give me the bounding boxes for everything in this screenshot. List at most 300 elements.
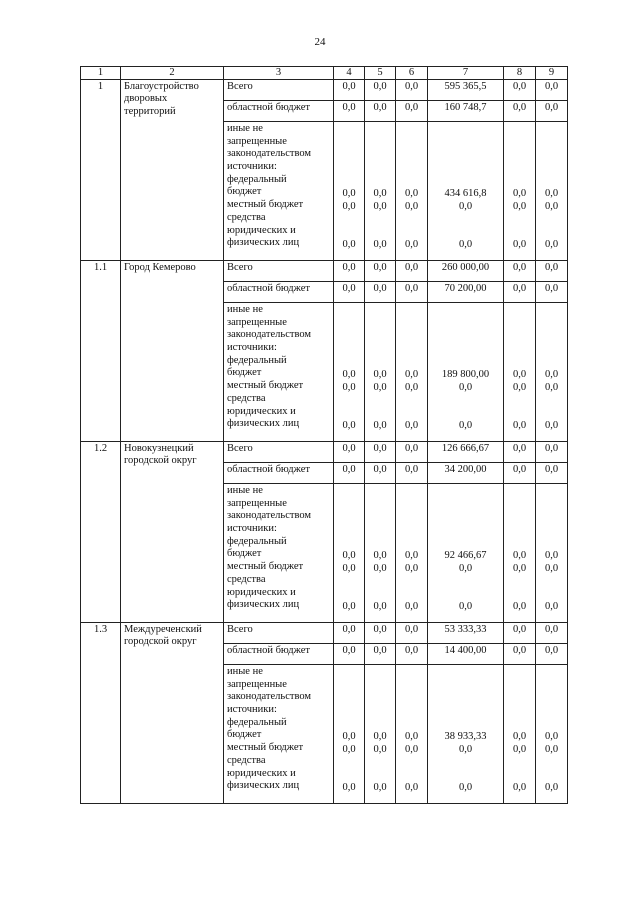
spacer bbox=[368, 408, 392, 421]
source-line: источники: bbox=[227, 342, 277, 354]
source-line: физических лиц bbox=[227, 780, 300, 792]
other-values-cell bbox=[428, 122, 504, 261]
spacer bbox=[337, 706, 361, 719]
federal-value: 0,0 bbox=[373, 550, 387, 562]
other-values-cell bbox=[536, 665, 568, 804]
spacer bbox=[431, 150, 500, 163]
spacer bbox=[399, 306, 424, 319]
legal-entities-value: 0,0 bbox=[544, 782, 559, 794]
spacer bbox=[337, 770, 361, 783]
legal-entities-value: 0,0 bbox=[342, 782, 356, 794]
federal-value: 0,0 bbox=[342, 188, 356, 200]
federal-value: 0,0 bbox=[373, 369, 387, 381]
spacer bbox=[431, 770, 500, 783]
item-name: Благоустройство дворовых территорий bbox=[121, 80, 224, 261]
federal-value: 0,0 bbox=[512, 550, 527, 562]
column-number-row bbox=[81, 67, 568, 80]
other-values-cell bbox=[334, 303, 365, 442]
local-value: 0,0 bbox=[373, 201, 387, 213]
spacer bbox=[539, 576, 564, 589]
local-value: 0,0 bbox=[373, 382, 387, 394]
spacer bbox=[337, 538, 361, 551]
spacer bbox=[507, 770, 532, 783]
spacer bbox=[507, 706, 532, 719]
spacer bbox=[539, 150, 564, 163]
spacer bbox=[337, 757, 361, 770]
spacer bbox=[507, 693, 532, 706]
legal-entities-value: 0,0 bbox=[512, 782, 527, 794]
spacer bbox=[539, 214, 564, 227]
spacer bbox=[399, 150, 424, 163]
spacer bbox=[399, 668, 424, 681]
other-values-cell bbox=[365, 665, 396, 804]
spacer bbox=[539, 306, 564, 319]
spacer bbox=[399, 176, 424, 189]
oblast-value: 0,0 bbox=[504, 282, 536, 303]
spacer bbox=[368, 138, 392, 151]
item-name: Новокузнецкий городской округ bbox=[121, 442, 224, 623]
spacer bbox=[431, 357, 500, 370]
spacer bbox=[368, 693, 392, 706]
other-values-cell bbox=[536, 122, 568, 261]
spacer bbox=[337, 525, 361, 538]
source-line: юридических и bbox=[227, 405, 296, 417]
spacer bbox=[399, 525, 424, 538]
spacer bbox=[399, 693, 424, 706]
spacer bbox=[368, 538, 392, 551]
legal-entities-value: 0,0 bbox=[373, 239, 387, 251]
spacer bbox=[399, 214, 424, 227]
spacer bbox=[431, 331, 500, 344]
spacer bbox=[399, 512, 424, 525]
source-line: законодательством bbox=[227, 329, 312, 341]
spacer bbox=[539, 757, 564, 770]
spacer bbox=[431, 538, 500, 551]
federal-value: 92 466,67 bbox=[444, 550, 487, 562]
source-line: федеральный bbox=[227, 354, 287, 366]
column-number: 2 bbox=[121, 67, 224, 80]
total-value: 0,0 bbox=[504, 261, 536, 282]
spacer bbox=[368, 331, 392, 344]
spacer bbox=[399, 227, 424, 240]
item-number: 1.2 bbox=[81, 442, 121, 623]
spacer bbox=[539, 408, 564, 421]
column-number: 8 bbox=[504, 67, 536, 80]
source-line: иные не bbox=[227, 666, 263, 677]
oblast-value: 0,0 bbox=[334, 644, 365, 665]
column-number: 3 bbox=[224, 67, 334, 80]
spacer bbox=[399, 706, 424, 719]
legal-entities-value: 0,0 bbox=[458, 239, 473, 251]
spacer bbox=[368, 525, 392, 538]
source-line: законодательством bbox=[227, 148, 312, 160]
spacer bbox=[368, 150, 392, 163]
spacer bbox=[337, 227, 361, 240]
total-value: 0,0 bbox=[365, 261, 396, 282]
spacer bbox=[337, 512, 361, 525]
spacer bbox=[431, 163, 500, 176]
local-value: 0,0 bbox=[373, 744, 387, 756]
spacer bbox=[368, 757, 392, 770]
source-line: законодательством bbox=[227, 691, 312, 703]
local-value: 0,0 bbox=[458, 563, 473, 575]
federal-value: 0,0 bbox=[404, 550, 419, 562]
source-line: местный бюджет bbox=[227, 742, 304, 754]
spacer bbox=[507, 512, 532, 525]
spacer bbox=[431, 306, 500, 319]
spacer bbox=[431, 668, 500, 681]
total-value: 595 365,5 bbox=[428, 80, 504, 101]
spacer bbox=[368, 319, 392, 332]
spacer bbox=[337, 176, 361, 189]
federal-value: 0,0 bbox=[512, 731, 527, 743]
spacer bbox=[431, 693, 500, 706]
spacer bbox=[399, 395, 424, 408]
source-line: запрещенные bbox=[227, 678, 287, 690]
spacer bbox=[368, 487, 392, 500]
spacer bbox=[507, 227, 532, 240]
source-line: источники: bbox=[227, 161, 277, 173]
item-number: 1 bbox=[81, 80, 121, 261]
other-values-cell bbox=[428, 665, 504, 804]
source-line: иные не bbox=[227, 304, 263, 315]
local-value: 0,0 bbox=[512, 201, 527, 213]
local-value: 0,0 bbox=[544, 201, 559, 213]
spacer bbox=[337, 125, 361, 138]
spacer bbox=[507, 319, 532, 332]
total-value: 0,0 bbox=[396, 442, 428, 463]
spacer bbox=[539, 163, 564, 176]
spacer bbox=[337, 408, 361, 421]
oblast-value: 70 200,00 bbox=[428, 282, 504, 303]
source-total-label: Всего bbox=[224, 80, 334, 101]
spacer bbox=[431, 589, 500, 602]
spacer bbox=[399, 589, 424, 602]
spacer bbox=[337, 487, 361, 500]
local-value: 0,0 bbox=[512, 382, 527, 394]
spacer bbox=[368, 176, 392, 189]
spacer bbox=[431, 500, 500, 513]
spacer bbox=[507, 757, 532, 770]
spacer bbox=[539, 395, 564, 408]
other-values-cell bbox=[334, 122, 365, 261]
source-other-label bbox=[224, 122, 334, 261]
table-row bbox=[81, 261, 568, 282]
oblast-value: 0,0 bbox=[334, 282, 365, 303]
spacer bbox=[539, 125, 564, 138]
spacer bbox=[368, 681, 392, 694]
oblast-value: 0,0 bbox=[365, 101, 396, 122]
spacer bbox=[507, 214, 532, 227]
total-value: 0,0 bbox=[396, 80, 428, 101]
spacer bbox=[507, 357, 532, 370]
other-values-cell bbox=[396, 122, 428, 261]
federal-value: 0,0 bbox=[544, 188, 559, 200]
spacer bbox=[507, 487, 532, 500]
federal-value: 0,0 bbox=[342, 550, 356, 562]
spacer bbox=[368, 344, 392, 357]
source-line: бюджет bbox=[227, 729, 262, 741]
column-number: 1 bbox=[81, 67, 121, 80]
source-oblast-label: областной бюджет bbox=[224, 463, 334, 484]
total-value: 0,0 bbox=[365, 623, 396, 644]
local-value: 0,0 bbox=[342, 563, 356, 575]
spacer bbox=[539, 706, 564, 719]
spacer bbox=[337, 319, 361, 332]
spacer bbox=[431, 512, 500, 525]
total-value: 0,0 bbox=[334, 442, 365, 463]
source-line: средства bbox=[227, 392, 266, 404]
oblast-value: 0,0 bbox=[504, 644, 536, 665]
total-value: 0,0 bbox=[334, 261, 365, 282]
source-line: бюджет bbox=[227, 367, 262, 379]
oblast-value: 0,0 bbox=[396, 101, 428, 122]
spacer bbox=[337, 668, 361, 681]
legal-entities-value: 0,0 bbox=[342, 601, 356, 613]
spacer bbox=[507, 500, 532, 513]
other-values-cell bbox=[428, 484, 504, 623]
item-number: 1.1 bbox=[81, 261, 121, 442]
source-line: средства bbox=[227, 754, 266, 766]
source-oblast-label: областной бюджет bbox=[224, 101, 334, 122]
source-line: бюджет bbox=[227, 548, 262, 560]
federal-value: 0,0 bbox=[404, 731, 419, 743]
federal-value: 0,0 bbox=[404, 369, 419, 381]
item-name: Город Кемерово bbox=[121, 261, 224, 442]
spacer bbox=[431, 125, 500, 138]
legal-entities-value: 0,0 bbox=[512, 420, 527, 432]
spacer bbox=[507, 395, 532, 408]
federal-value: 0,0 bbox=[544, 550, 559, 562]
other-values-cell bbox=[504, 484, 536, 623]
local-value: 0,0 bbox=[342, 382, 356, 394]
spacer bbox=[337, 589, 361, 602]
spacer bbox=[337, 500, 361, 513]
spacer bbox=[431, 395, 500, 408]
oblast-value: 0,0 bbox=[536, 282, 568, 303]
source-total-label: Всего bbox=[224, 623, 334, 644]
spacer bbox=[368, 512, 392, 525]
other-values-cell bbox=[396, 484, 428, 623]
oblast-value: 14 400,00 bbox=[428, 644, 504, 665]
spacer bbox=[368, 500, 392, 513]
other-values-cell bbox=[504, 303, 536, 442]
spacer bbox=[368, 706, 392, 719]
spacer bbox=[399, 681, 424, 694]
legal-entities-value: 0,0 bbox=[373, 420, 387, 432]
source-line: местный бюджет bbox=[227, 380, 304, 392]
total-value: 0,0 bbox=[365, 442, 396, 463]
total-value: 126 666,67 bbox=[428, 442, 504, 463]
oblast-value: 0,0 bbox=[536, 644, 568, 665]
spacer bbox=[431, 176, 500, 189]
spacer bbox=[368, 357, 392, 370]
spacer bbox=[539, 770, 564, 783]
spacer bbox=[539, 500, 564, 513]
total-value: 0,0 bbox=[536, 442, 568, 463]
legal-entities-value: 0,0 bbox=[544, 420, 559, 432]
spacer bbox=[507, 576, 532, 589]
spacer bbox=[507, 681, 532, 694]
spacer bbox=[507, 138, 532, 151]
federal-value: 0,0 bbox=[342, 731, 356, 743]
oblast-value: 0,0 bbox=[365, 282, 396, 303]
local-value: 0,0 bbox=[404, 201, 419, 213]
source-line: федеральный bbox=[227, 173, 287, 185]
spacer bbox=[431, 227, 500, 240]
federal-value: 0,0 bbox=[544, 369, 559, 381]
federal-value: 434 616,8 bbox=[444, 188, 487, 200]
federal-value: 0,0 bbox=[373, 188, 387, 200]
spacer bbox=[337, 150, 361, 163]
source-line: юридических и bbox=[227, 224, 296, 236]
spacer bbox=[431, 408, 500, 421]
source-line: местный бюджет bbox=[227, 199, 304, 211]
source-line: запрещенные bbox=[227, 497, 287, 509]
spacer bbox=[399, 757, 424, 770]
spacer bbox=[431, 319, 500, 332]
spacer bbox=[399, 163, 424, 176]
other-values-cell bbox=[365, 484, 396, 623]
spacer bbox=[368, 227, 392, 240]
local-value: 0,0 bbox=[512, 563, 527, 575]
source-other-label bbox=[224, 303, 334, 442]
total-value: 260 000,00 bbox=[428, 261, 504, 282]
legal-entities-value: 0,0 bbox=[373, 601, 387, 613]
source-line: местный бюджет bbox=[227, 561, 304, 573]
spacer bbox=[337, 344, 361, 357]
spacer bbox=[507, 150, 532, 163]
legal-entities-value: 0,0 bbox=[458, 601, 473, 613]
table-row bbox=[81, 80, 568, 101]
spacer bbox=[539, 681, 564, 694]
federal-value: 0,0 bbox=[373, 731, 387, 743]
oblast-value: 34 200,00 bbox=[428, 463, 504, 484]
spacer bbox=[507, 344, 532, 357]
spacer bbox=[337, 693, 361, 706]
total-value: 0,0 bbox=[536, 261, 568, 282]
spacer bbox=[507, 176, 532, 189]
spacer bbox=[368, 125, 392, 138]
oblast-value: 0,0 bbox=[334, 463, 365, 484]
column-number: 4 bbox=[334, 67, 365, 80]
other-values-cell bbox=[396, 665, 428, 804]
spacer bbox=[539, 357, 564, 370]
other-values-cell bbox=[334, 665, 365, 804]
spacer bbox=[368, 589, 392, 602]
oblast-value: 0,0 bbox=[536, 101, 568, 122]
other-values-cell bbox=[504, 665, 536, 804]
spacer bbox=[337, 138, 361, 151]
spacer bbox=[507, 306, 532, 319]
other-values-cell bbox=[428, 303, 504, 442]
total-value: 0,0 bbox=[504, 442, 536, 463]
source-line: запрещенные bbox=[227, 135, 287, 147]
other-values-cell bbox=[365, 122, 396, 261]
spacer bbox=[399, 125, 424, 138]
spacer bbox=[431, 719, 500, 732]
spacer bbox=[539, 693, 564, 706]
local-value: 0,0 bbox=[458, 201, 473, 213]
spacer bbox=[431, 487, 500, 500]
column-number: 7 bbox=[428, 67, 504, 80]
spacer bbox=[507, 538, 532, 551]
source-line: законодательством bbox=[227, 510, 312, 522]
local-value: 0,0 bbox=[342, 201, 356, 213]
spacer bbox=[368, 306, 392, 319]
spacer bbox=[539, 331, 564, 344]
federal-value: 0,0 bbox=[512, 188, 527, 200]
legal-entities-value: 0,0 bbox=[404, 420, 419, 432]
spacer bbox=[507, 719, 532, 732]
spacer bbox=[507, 408, 532, 421]
column-number: 9 bbox=[536, 67, 568, 80]
total-value: 0,0 bbox=[365, 80, 396, 101]
oblast-value: 0,0 bbox=[504, 101, 536, 122]
total-value: 0,0 bbox=[536, 623, 568, 644]
spacer bbox=[337, 331, 361, 344]
spacer bbox=[337, 576, 361, 589]
oblast-value: 0,0 bbox=[396, 644, 428, 665]
source-line: источники: bbox=[227, 704, 277, 716]
source-line: запрещенные bbox=[227, 316, 287, 328]
legal-entities-value: 0,0 bbox=[404, 239, 419, 251]
total-value: 0,0 bbox=[396, 623, 428, 644]
local-value: 0,0 bbox=[544, 744, 559, 756]
spacer bbox=[399, 408, 424, 421]
source-line: федеральный bbox=[227, 535, 287, 547]
spacer bbox=[337, 306, 361, 319]
other-values-cell bbox=[365, 303, 396, 442]
column-number: 5 bbox=[365, 67, 396, 80]
oblast-value: 0,0 bbox=[396, 463, 428, 484]
spacer bbox=[368, 668, 392, 681]
spacer bbox=[368, 395, 392, 408]
spacer bbox=[431, 576, 500, 589]
legal-entities-value: 0,0 bbox=[404, 782, 419, 794]
other-values-cell bbox=[334, 484, 365, 623]
oblast-value: 0,0 bbox=[504, 463, 536, 484]
spacer bbox=[539, 589, 564, 602]
legal-entities-value: 0,0 bbox=[544, 239, 559, 251]
spacer bbox=[368, 214, 392, 227]
legal-entities-value: 0,0 bbox=[512, 239, 527, 251]
spacer bbox=[431, 706, 500, 719]
spacer bbox=[507, 668, 532, 681]
source-line: средства bbox=[227, 211, 266, 223]
spacer bbox=[539, 668, 564, 681]
local-value: 0,0 bbox=[512, 744, 527, 756]
table-row bbox=[81, 442, 568, 463]
spacer bbox=[337, 214, 361, 227]
federal-value: 189 800,00 bbox=[441, 369, 490, 381]
oblast-value: 0,0 bbox=[396, 282, 428, 303]
other-values-cell bbox=[536, 303, 568, 442]
federal-value: 0,0 bbox=[512, 369, 527, 381]
source-other-label bbox=[224, 665, 334, 804]
spacer bbox=[431, 214, 500, 227]
legal-entities-value: 0,0 bbox=[458, 420, 473, 432]
source-total-label: Всего bbox=[224, 442, 334, 463]
spacer bbox=[399, 357, 424, 370]
spacer bbox=[507, 163, 532, 176]
local-value: 0,0 bbox=[458, 382, 473, 394]
spacer bbox=[399, 770, 424, 783]
source-line: физических лиц bbox=[227, 599, 300, 611]
legal-entities-value: 0,0 bbox=[342, 420, 356, 432]
spacer bbox=[539, 176, 564, 189]
local-value: 0,0 bbox=[458, 744, 473, 756]
